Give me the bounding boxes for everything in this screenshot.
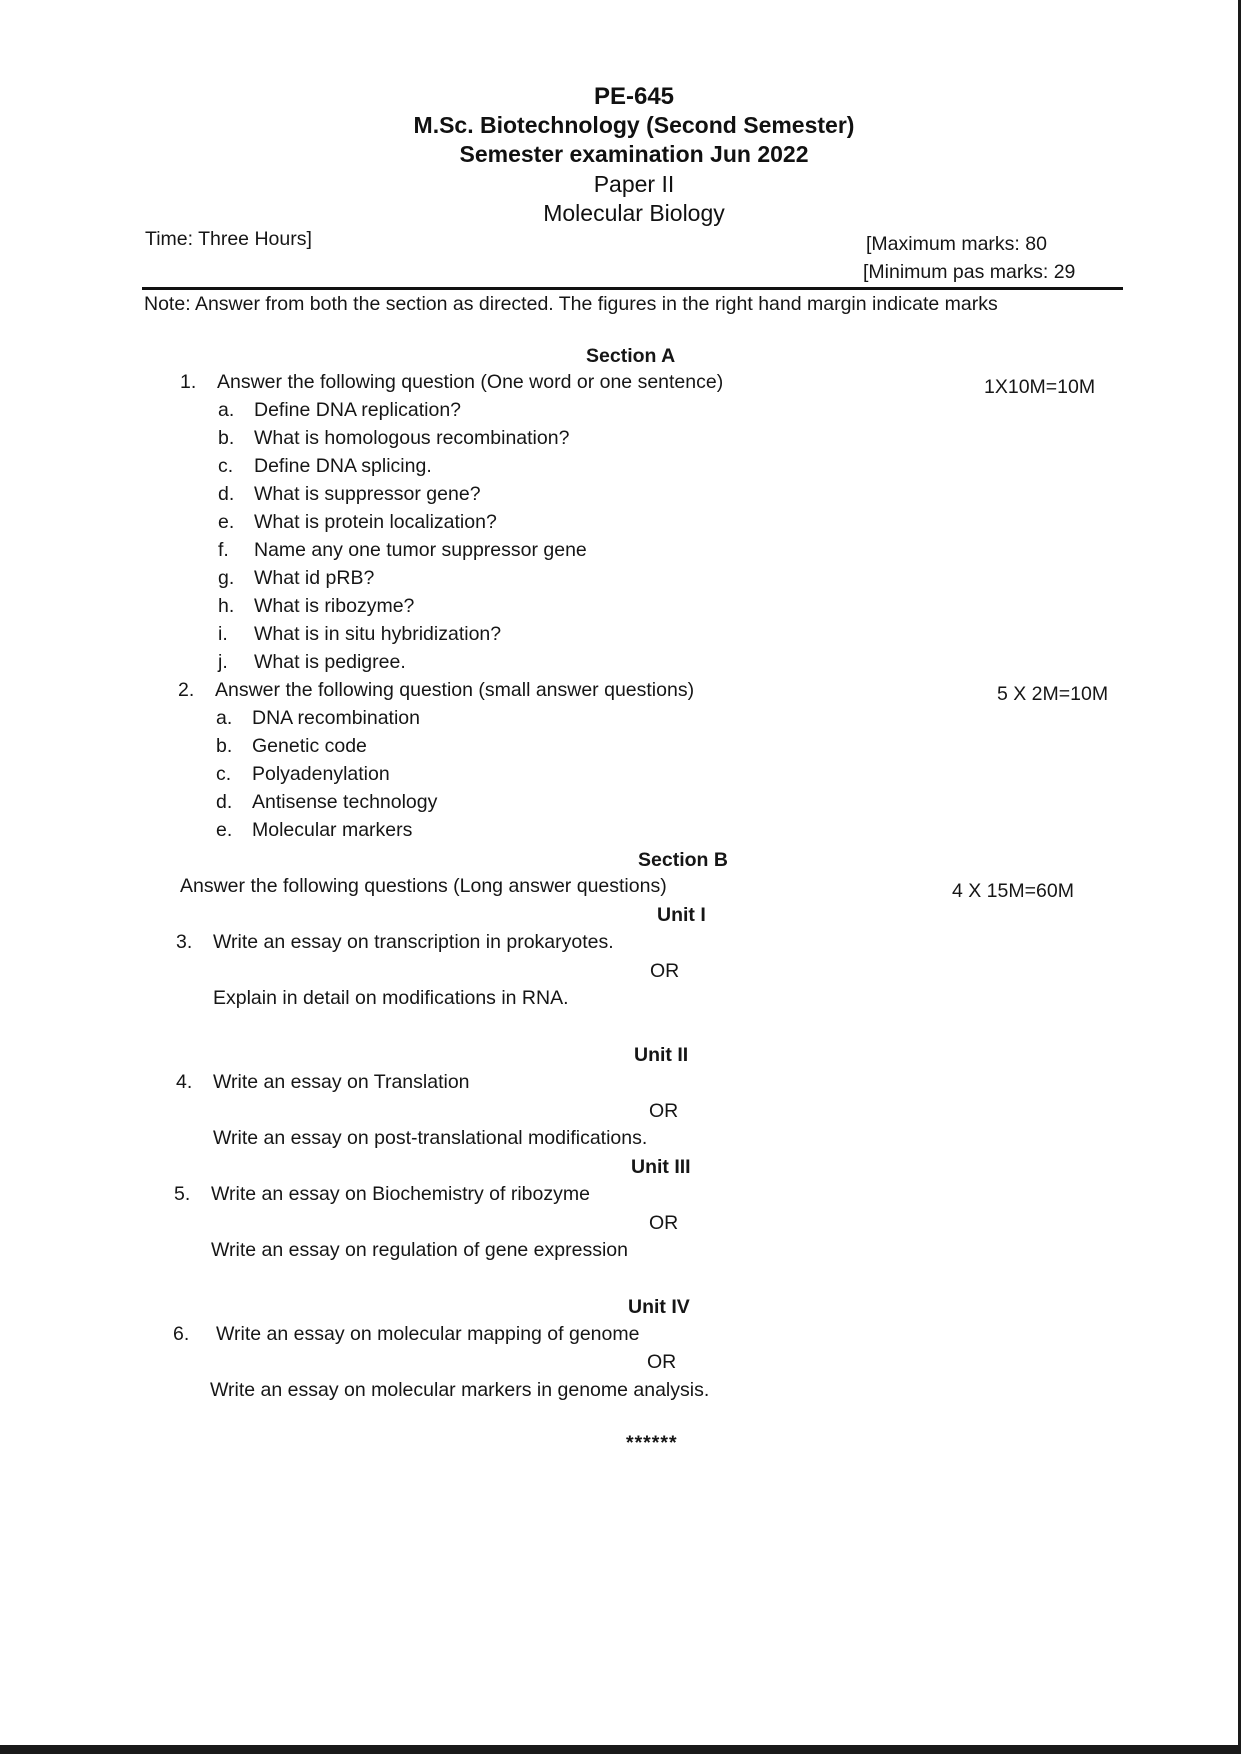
- item-label: e.: [216, 819, 233, 841]
- question-2-text: Answer the following question (small answer questions): [215, 679, 695, 701]
- item-label: e.: [218, 511, 235, 533]
- unit-title: Unit I: [657, 904, 706, 926]
- question-1-text: Answer the following question (One word or one sentence): [217, 371, 724, 393]
- list-item: Name any one tumor suppressor gene: [254, 539, 587, 561]
- paper-code: PE-645: [593, 83, 675, 110]
- list-item: Define DNA replication?: [254, 399, 462, 421]
- list-item: Antisense technology: [252, 791, 438, 813]
- essay-question: Write an essay on molecular mapping of genome: [216, 1323, 640, 1345]
- paper-number: Paper II: [593, 171, 675, 197]
- section-b-marks: 4 X 15M=60M: [952, 880, 1074, 902]
- item-label: d.: [218, 483, 235, 505]
- list-item: DNA recombination: [252, 707, 420, 729]
- item-label: d.: [216, 791, 233, 813]
- unit-title: Unit III: [631, 1156, 691, 1178]
- unit-title: Unit IV: [628, 1296, 690, 1318]
- or-label: OR: [649, 1100, 679, 1122]
- end-of-paper-mark: ******: [626, 1432, 678, 1454]
- or-label: OR: [649, 1212, 679, 1234]
- list-item: Molecular markers: [252, 819, 413, 841]
- list-item: What is suppressor gene?: [254, 483, 481, 505]
- unit-title: Unit II: [634, 1044, 689, 1066]
- essay-question: Write an essay on molecular markers in genome analysis.: [210, 1379, 710, 1401]
- item-label: g.: [218, 567, 235, 589]
- subject-title: Molecular Biology: [543, 200, 725, 226]
- question-number: 3.: [176, 931, 193, 953]
- item-label: c.: [216, 763, 232, 785]
- minimum-marks: [Minimum pas marks: 29: [863, 261, 1076, 283]
- question-number: 4.: [176, 1071, 193, 1093]
- essay-question: Explain in detail on modifications in RNA.: [213, 987, 569, 1009]
- item-label: f.: [218, 539, 229, 561]
- item-label: h.: [218, 595, 235, 617]
- instructions-note: Note: Answer from both the section as directed. The figures in the right hand margin indicate marks: [144, 293, 998, 315]
- list-item: Define DNA splicing.: [254, 455, 432, 477]
- maximum-marks: [Maximum marks: 80: [866, 233, 1047, 255]
- item-label: j.: [218, 651, 228, 673]
- question-number: 5.: [174, 1183, 191, 1205]
- question-2-marks: 5 X 2M=10M: [997, 683, 1109, 705]
- essay-question: Write an essay on transcription in prokaryotes.: [213, 931, 614, 953]
- list-item: What is homologous recombination?: [254, 427, 570, 449]
- essay-question: Write an essay on regulation of gene expression: [211, 1239, 628, 1261]
- or-label: OR: [647, 1351, 677, 1373]
- question-number: 2.: [178, 679, 195, 701]
- question-number: 6.: [173, 1323, 190, 1345]
- item-label: a.: [216, 707, 233, 729]
- list-item: What is pedigree.: [254, 651, 406, 673]
- item-label: b.: [218, 427, 235, 449]
- scan-edge-bottom: [0, 1745, 1241, 1754]
- item-label: b.: [216, 735, 233, 757]
- item-label: i.: [218, 623, 228, 645]
- section-b-title: Section B: [638, 849, 728, 871]
- list-item: What is ribozyme?: [254, 595, 415, 617]
- list-item: What is in situ hybridization?: [254, 623, 502, 645]
- question-1-marks: 1X10M=10M: [984, 376, 1096, 398]
- or-label: OR: [650, 960, 680, 982]
- essay-question: Write an essay on post-translational modifications.: [213, 1127, 648, 1149]
- section-a-title: Section A: [586, 345, 676, 367]
- programme-title: M.Sc. Biotechnology (Second Semester): [413, 112, 855, 138]
- exam-title: Semester examination Jun 2022: [459, 141, 809, 167]
- item-label: a.: [218, 399, 235, 421]
- list-item: Genetic code: [252, 735, 367, 757]
- essay-question: Write an essay on Translation: [213, 1071, 470, 1093]
- list-item: Polyadenylation: [252, 763, 390, 785]
- list-item: What is protein localization?: [254, 511, 497, 533]
- section-b-instruction: Answer the following questions (Long answer questions): [180, 875, 667, 897]
- header-divider: [142, 287, 1123, 290]
- essay-question: Write an essay on Biochemistry of ribozyme: [211, 1183, 590, 1205]
- time-allowed: Time: Three Hours]: [145, 228, 312, 250]
- question-number: 1.: [180, 371, 197, 393]
- item-label: c.: [218, 455, 234, 477]
- list-item: What id pRB?: [254, 567, 375, 589]
